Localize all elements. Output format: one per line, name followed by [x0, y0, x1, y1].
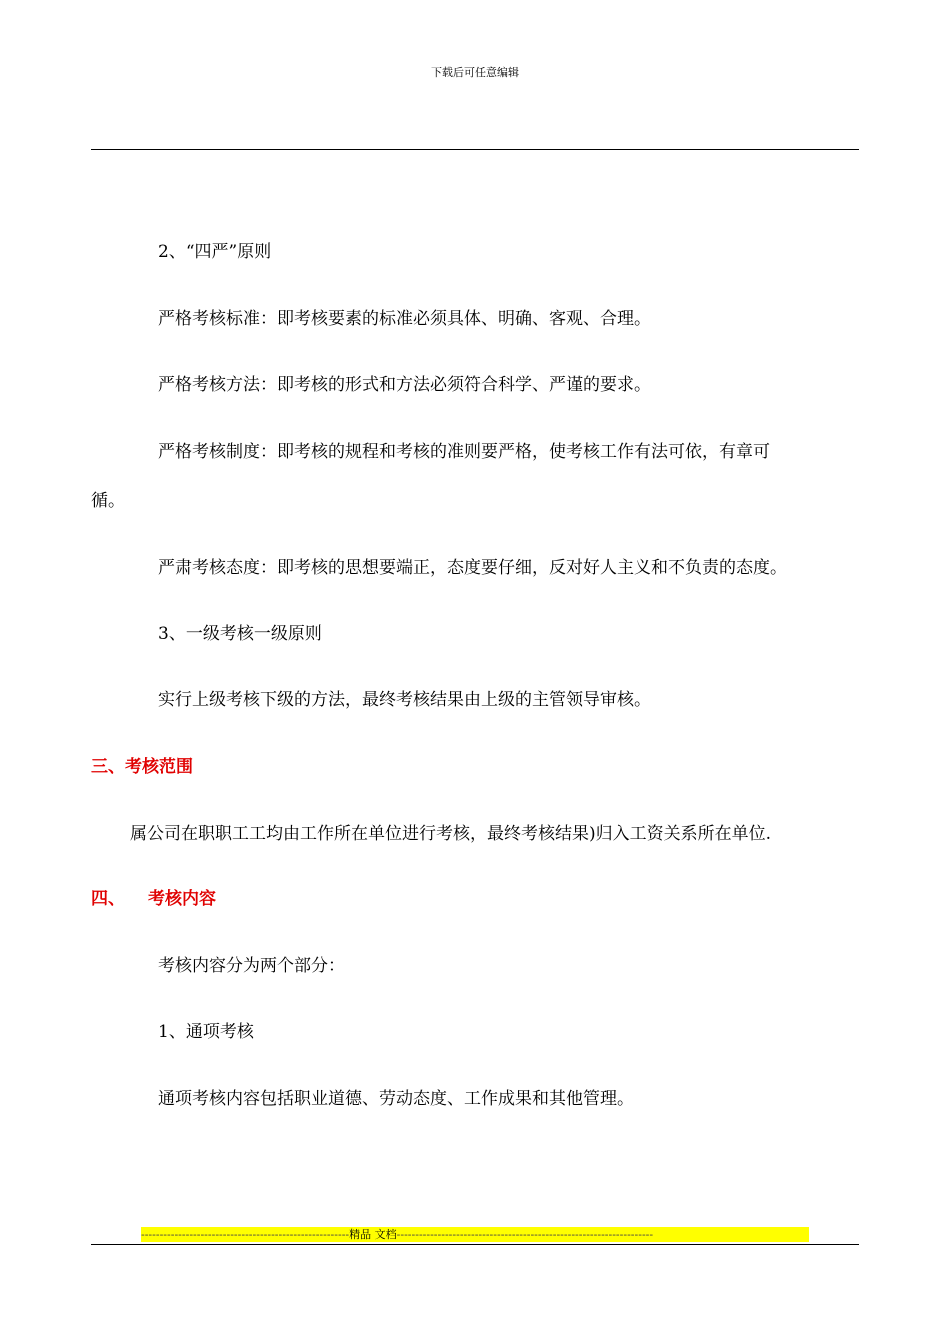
footer-label: 精品 文档: [349, 1228, 397, 1241]
section-2-title: 2、“四严”原则: [158, 242, 272, 262]
paragraph-standard: 严格考核标准：即考核要素的标准必须具体、明确、客观、合理。: [158, 309, 651, 329]
paragraph-review: 实行上级考核下级的方法，最终考核结果由上级的主管领导审核。: [158, 690, 651, 710]
footer-right-dashes: ---------------------------------------------------------------------: [396, 1228, 654, 1241]
section-3-title: 3、一级考核一级原则: [158, 624, 322, 644]
paragraph-method: 严格考核方法：即考核的形式和方法必须符合科学、严谨的要求。: [158, 375, 651, 395]
paragraph-attitude: 严肃考核态度：即考核的思想要端正，态度要仔细，反对好人主义和不负责的态度。: [158, 558, 787, 578]
paragraph-two-parts: 考核内容分为两个部分：: [158, 956, 345, 976]
paragraph-general-content: 通项考核内容包括职业道德、劳动态度、工作成果和其他管理。: [158, 1089, 634, 1109]
footer-divider: [91, 1244, 859, 1245]
heading-content-title: 考核内容: [148, 889, 216, 909]
footer-highlight-bar: [141, 1227, 809, 1242]
paragraph-system-line2: 循。: [91, 491, 125, 511]
page-header-text: 下载后可任意编辑: [431, 66, 519, 79]
paragraph-scope: 属公司在职职工工均由工作所在单位进行考核，最终考核结果)归入工资关系所在单位.: [130, 824, 772, 844]
heading-scope: 三、考核范围: [91, 757, 193, 777]
subsection-1-title: 1、通项考核: [158, 1022, 254, 1042]
header-divider: [91, 149, 859, 150]
paragraph-system-line1: 严格考核制度：即考核的规程和考核的准则要严格，使考核工作有法可依，有章可: [158, 442, 770, 462]
footer-left-dashes: --------------------------------------------------------: [141, 1228, 350, 1241]
heading-content-number: 四、: [91, 889, 125, 909]
